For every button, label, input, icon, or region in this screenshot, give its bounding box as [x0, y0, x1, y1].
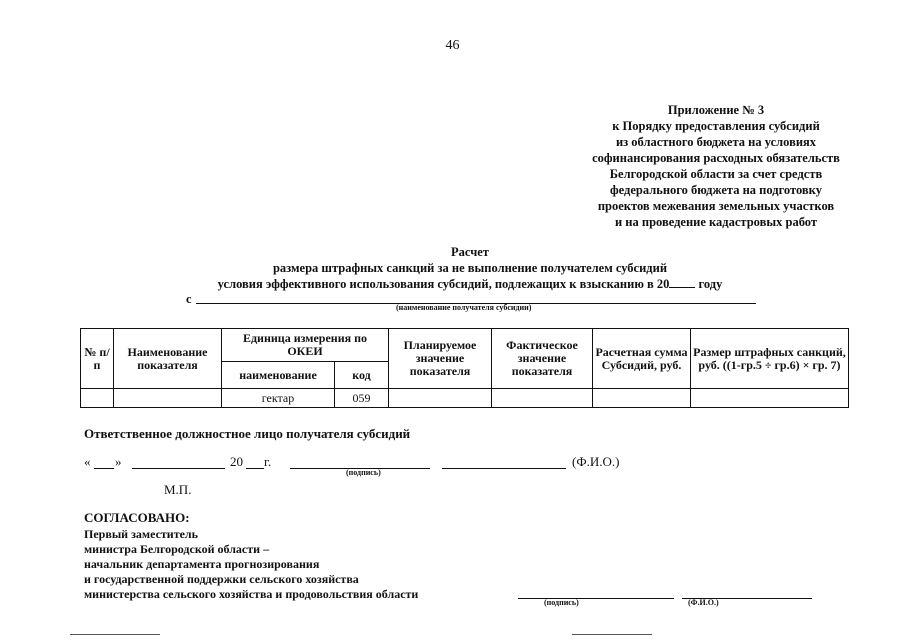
cell-penalty[interactable]: [691, 389, 849, 408]
date-quote-open: «: [84, 454, 91, 469]
penalty-table: [80, 328, 849, 408]
appendix-line: федерального бюджета на подготовку: [610, 183, 822, 197]
title-line-3-end: году: [695, 277, 723, 291]
header-num: № п/п: [81, 329, 114, 389]
fio-field-line[interactable]: [442, 468, 566, 469]
agreed-line: Первый заместитель: [84, 527, 198, 541]
header-unit-name: наименование: [222, 362, 335, 389]
fio-label: (Ф.И.О.): [572, 454, 620, 469]
appendix-line: Приложение № 3: [667, 103, 765, 117]
day-field-line[interactable]: [94, 468, 114, 469]
table-row: [81, 389, 849, 408]
agreed-fio-hint: (Ф.И.О.): [688, 598, 719, 607]
header-calc-sum: Расчетная сумма Субсидий, руб.: [593, 329, 691, 389]
year-suffix: г.: [264, 454, 272, 469]
agreed-line: министра Белгородской области –: [84, 542, 270, 556]
appendix-line: проектов межевания земельных участков: [597, 199, 835, 213]
cell-unit-name: гектар: [222, 389, 335, 408]
page-edge-rule-right: [572, 634, 652, 635]
date-quote-close: »: [115, 454, 122, 469]
cell-planned[interactable]: [389, 389, 492, 408]
month-field-line[interactable]: [132, 468, 225, 469]
agreed-signature-line[interactable]: [518, 598, 674, 599]
title-line-2: размера штрафных санкций за не выполнение получателем субсидий: [272, 261, 668, 275]
appendix-line: Белгородской области за счет средств: [609, 167, 823, 181]
signature-hint: (подпись): [346, 468, 381, 477]
appendix-line: и на проведение кадастровых работ: [614, 215, 818, 229]
agreed-heading: СОГЛАСОВАНО:: [84, 510, 190, 525]
agreed-line: министерства сельского хозяйства и продовольствия области: [84, 587, 419, 601]
agreed-line: начальник департамента прогнозирования: [84, 557, 320, 571]
cell-calc-sum[interactable]: [593, 389, 691, 408]
agreed-signature-hint: (подпись): [544, 598, 579, 607]
header-planned: Планируемое значение показателя: [389, 329, 492, 389]
appendix-block: [566, 102, 866, 230]
header-unit-group: Единица измерения по ОКЕИ: [222, 329, 389, 362]
year-prefix: 20: [230, 454, 243, 469]
cell-num[interactable]: [81, 389, 114, 408]
title-line-3: [160, 276, 780, 292]
header-indicator: Наименование показателя: [114, 329, 222, 389]
year-blank: [669, 277, 695, 288]
recipient-prefix: с: [186, 292, 192, 306]
stamp-place-label: М.П.: [164, 482, 192, 497]
cell-unit-code: 059: [335, 389, 389, 408]
page-number: 46: [445, 38, 460, 53]
agreed-position-block: [84, 527, 418, 602]
header-unit-code: код: [335, 362, 389, 389]
agreed-line: и государственной поддержки сельского хозяйства: [84, 572, 359, 586]
page-edge-rule-left: [70, 634, 160, 635]
cell-indicator[interactable]: [114, 389, 222, 408]
title-line-3-start: условия эффективного использования субсидий, подлежащих к взысканию в 20: [217, 277, 670, 291]
year-field-line[interactable]: [246, 468, 264, 469]
document-title: [160, 244, 780, 292]
title-line-1: Расчет: [451, 245, 489, 259]
cell-actual[interactable]: [492, 389, 593, 408]
header-penalty: Размер штрафных санкций, руб. ((1-гр.5 ÷ гр.6) × гр. 7): [691, 329, 849, 389]
recipient-hint: (наименование получателя субсидии): [396, 303, 532, 312]
appendix-line: софинансирования расходных обязательств: [592, 151, 840, 165]
appendix-line: к Порядку предоставления субсидий: [612, 119, 820, 133]
header-actual: Фактическое значение показателя: [492, 329, 593, 389]
appendix-line: из областного бюджета на условиях: [615, 135, 817, 149]
responsible-person-label: Ответственное должностное лицо получателя субсидий: [84, 426, 411, 441]
